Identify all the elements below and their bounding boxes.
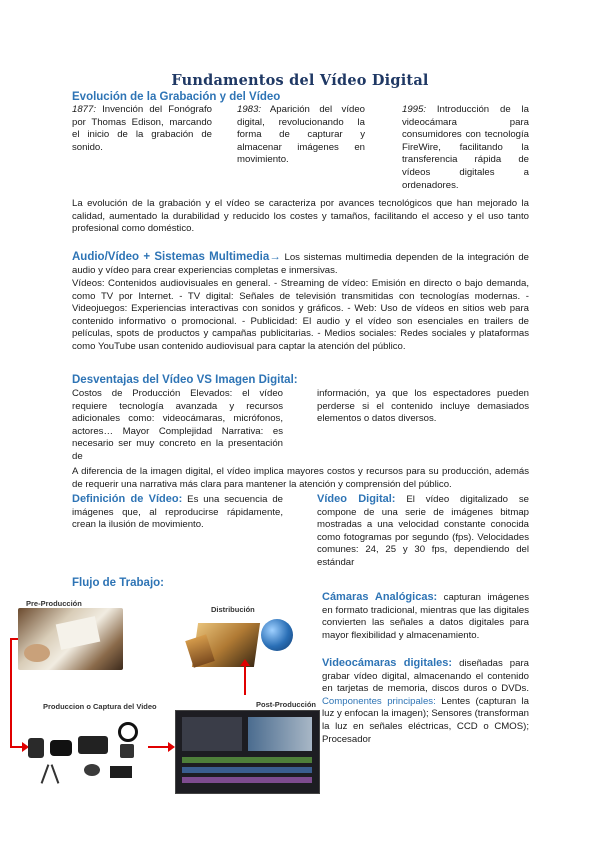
videocamera-icon <box>78 736 108 754</box>
timeline-track-1 <box>182 757 312 763</box>
camera-icon-1 <box>28 738 44 758</box>
produccion-photo <box>24 716 152 788</box>
tripod-leg-2 <box>51 764 60 783</box>
timeline-track-2 <box>182 767 312 773</box>
evolucion-heading: Evolución de la Grabación y del Vídeo <box>72 91 281 103</box>
distribucion-photo <box>187 617 297 675</box>
distribucion-label: Distribución <box>211 605 255 614</box>
globe-icon <box>261 619 293 651</box>
videocamaras-label: Videocámaras digitales: <box>322 657 453 669</box>
page-title: Fundamentos del Vídeo Digital <box>171 72 429 89</box>
evolucion-col2-text: Aparición del vídeo digital, revolucionando la forma de capturar y almacenar imágenes en movimiento. <box>237 104 365 166</box>
editor-panel-left <box>182 717 242 751</box>
evolucion-col1 <box>72 104 212 154</box>
desventajas-col1: Costos de Producción Elevados: el vídeo requiere tecnología avanzada y recursos adicionales como: videocámaras, micrófonos, actores… Mayor Complejidad Narrativa: es necesario ser muy concreto en la presentación de <box>72 388 283 462</box>
definicion-block <box>72 493 283 532</box>
video-digital-label: Vídeo Digital: <box>317 493 396 505</box>
camaras-block <box>322 591 529 642</box>
componentes-text: Lentes (capturan la luz y enfocan la imagen); Sensores (transforman la luz en señales eléctricas, CCD o CMOS); Procesador <box>322 695 529 745</box>
camaras-label: Cámaras Analógicas: <box>322 591 438 603</box>
arrow-vertical-left <box>10 638 12 748</box>
videocamaras-text: diseñadas para grabar vídeo digital, almacenando el contenido en tarjetas de memoria, discos duros o DVDs. <box>322 658 529 695</box>
arrow-head-up <box>240 659 250 666</box>
video-digital-block <box>317 493 529 570</box>
audio-mixer-icon <box>110 766 132 778</box>
arrow-head-right-2 <box>168 742 175 752</box>
audio-intro-text: Los sistemas multimedia dependen de la integración de audio y vídeo para crear experiencias completas e inmersivas. <box>72 252 529 276</box>
camera-icon-2 <box>50 740 72 756</box>
desventajas-col2: información, ya que los espectadores pueden perderse si el contenido incluye demasiados elementos o datos diversos. <box>317 388 529 425</box>
post-produccion-label: Post-Producción <box>256 700 317 709</box>
definicion-label: Definición de Vídeo: <box>72 493 183 505</box>
evolucion-col2 <box>237 104 365 167</box>
flujo-heading: Flujo de Trabajo: <box>72 577 165 589</box>
recorder-icon <box>120 744 134 758</box>
videocamaras-block <box>322 657 529 746</box>
produccion-label: Produccion o Captura del Video <box>43 702 157 711</box>
year-1995: 1995: <box>402 104 427 115</box>
microphone-icon <box>84 764 100 776</box>
pre-produccion-photo <box>18 608 123 670</box>
evolucion-col1-text: Invención del Fonógrafo por Thomas Edison, marcando el inicio de la grabación de sonido. <box>72 104 212 153</box>
desventajas-summary: A diferencia de la imagen digital, el vídeo implica mayores costos y recursos para su producción, además de requerir una narrativa más clara para mantener la atención y comprensión del público. <box>72 466 529 490</box>
papers-shape <box>56 616 101 650</box>
post-produccion-photo <box>175 710 320 794</box>
editor-preview <box>248 717 312 751</box>
pre-produccion-label: Pre-Producción <box>26 599 82 608</box>
timeline-track-3 <box>182 777 312 783</box>
year-1877: 1877: <box>72 104 97 115</box>
video-digital-text: El vídeo digitalizado se compone de una serie de imágenes bitmap mostradas a una velocidad constante conocida como fotogramas por segundo (fps). Velocidades comunes: 24, 25 y 30 fps, dependiendo del estándar <box>317 494 530 568</box>
evolucion-col3 <box>402 104 529 192</box>
hand-shape <box>24 644 50 662</box>
audio-intro <box>72 251 529 277</box>
headphones-icon <box>118 722 138 742</box>
definicion-text: Es una secuencia de imágenes que, al reproducirse rápidamente, crean la ilusión de movimiento. <box>72 494 283 531</box>
year-1983: 1983: <box>237 104 262 115</box>
evolucion-summary: La evolución de la grabación y el vídeo se caracteriza por avances tecnológicos que han mejorado la calidad, aumentado la durabilidad y reducido los costes y tamaños, facilitando el acceso y el uso tanto profesional como doméstico. <box>72 198 529 235</box>
componentes-label: Componentes principales: <box>322 695 436 707</box>
desventajas-heading: Desventajas del Vídeo VS Imagen Digital: <box>72 374 298 386</box>
tripod-leg-1 <box>41 764 50 783</box>
audio-body: Vídeos: Contenidos audiovisuales en general. - Streaming de vídeo: Emisión en directo o bajo demanda, como TV por Internet. - TV digital: Señales de televisión transmitidas con tecnologías modernas. - Videojuegos: Experiencias interactivas con sonidos y gráficos. - Web: Uso de vídeos en sitios web para contenido informativo o promocional. - Publicidad: El audio y el vídeo son esenciales en trailers de películas, spots de productos y campañas publicitarias. - Medios sociales: Redes sociales y plataformas como YouTube usan contenido audiovisual para captar la atención del público. <box>72 278 529 352</box>
evolucion-col3-text: Introducción de la videocámara para consumidores con tecnología FireWire, facilitando la transferencia rápida de vídeos digitales a ordenadores. <box>402 104 529 191</box>
audio-heading: Audio/Vídeo + Sistemas Multimedia→ <box>72 251 281 263</box>
arrow-post-dist <box>244 665 246 695</box>
camaras-text: capturan imágenes en formato tradicional, mientras que las digitales convierten las señales a datos digitales para mayor flexibilidad y almacenamiento. <box>322 592 529 641</box>
